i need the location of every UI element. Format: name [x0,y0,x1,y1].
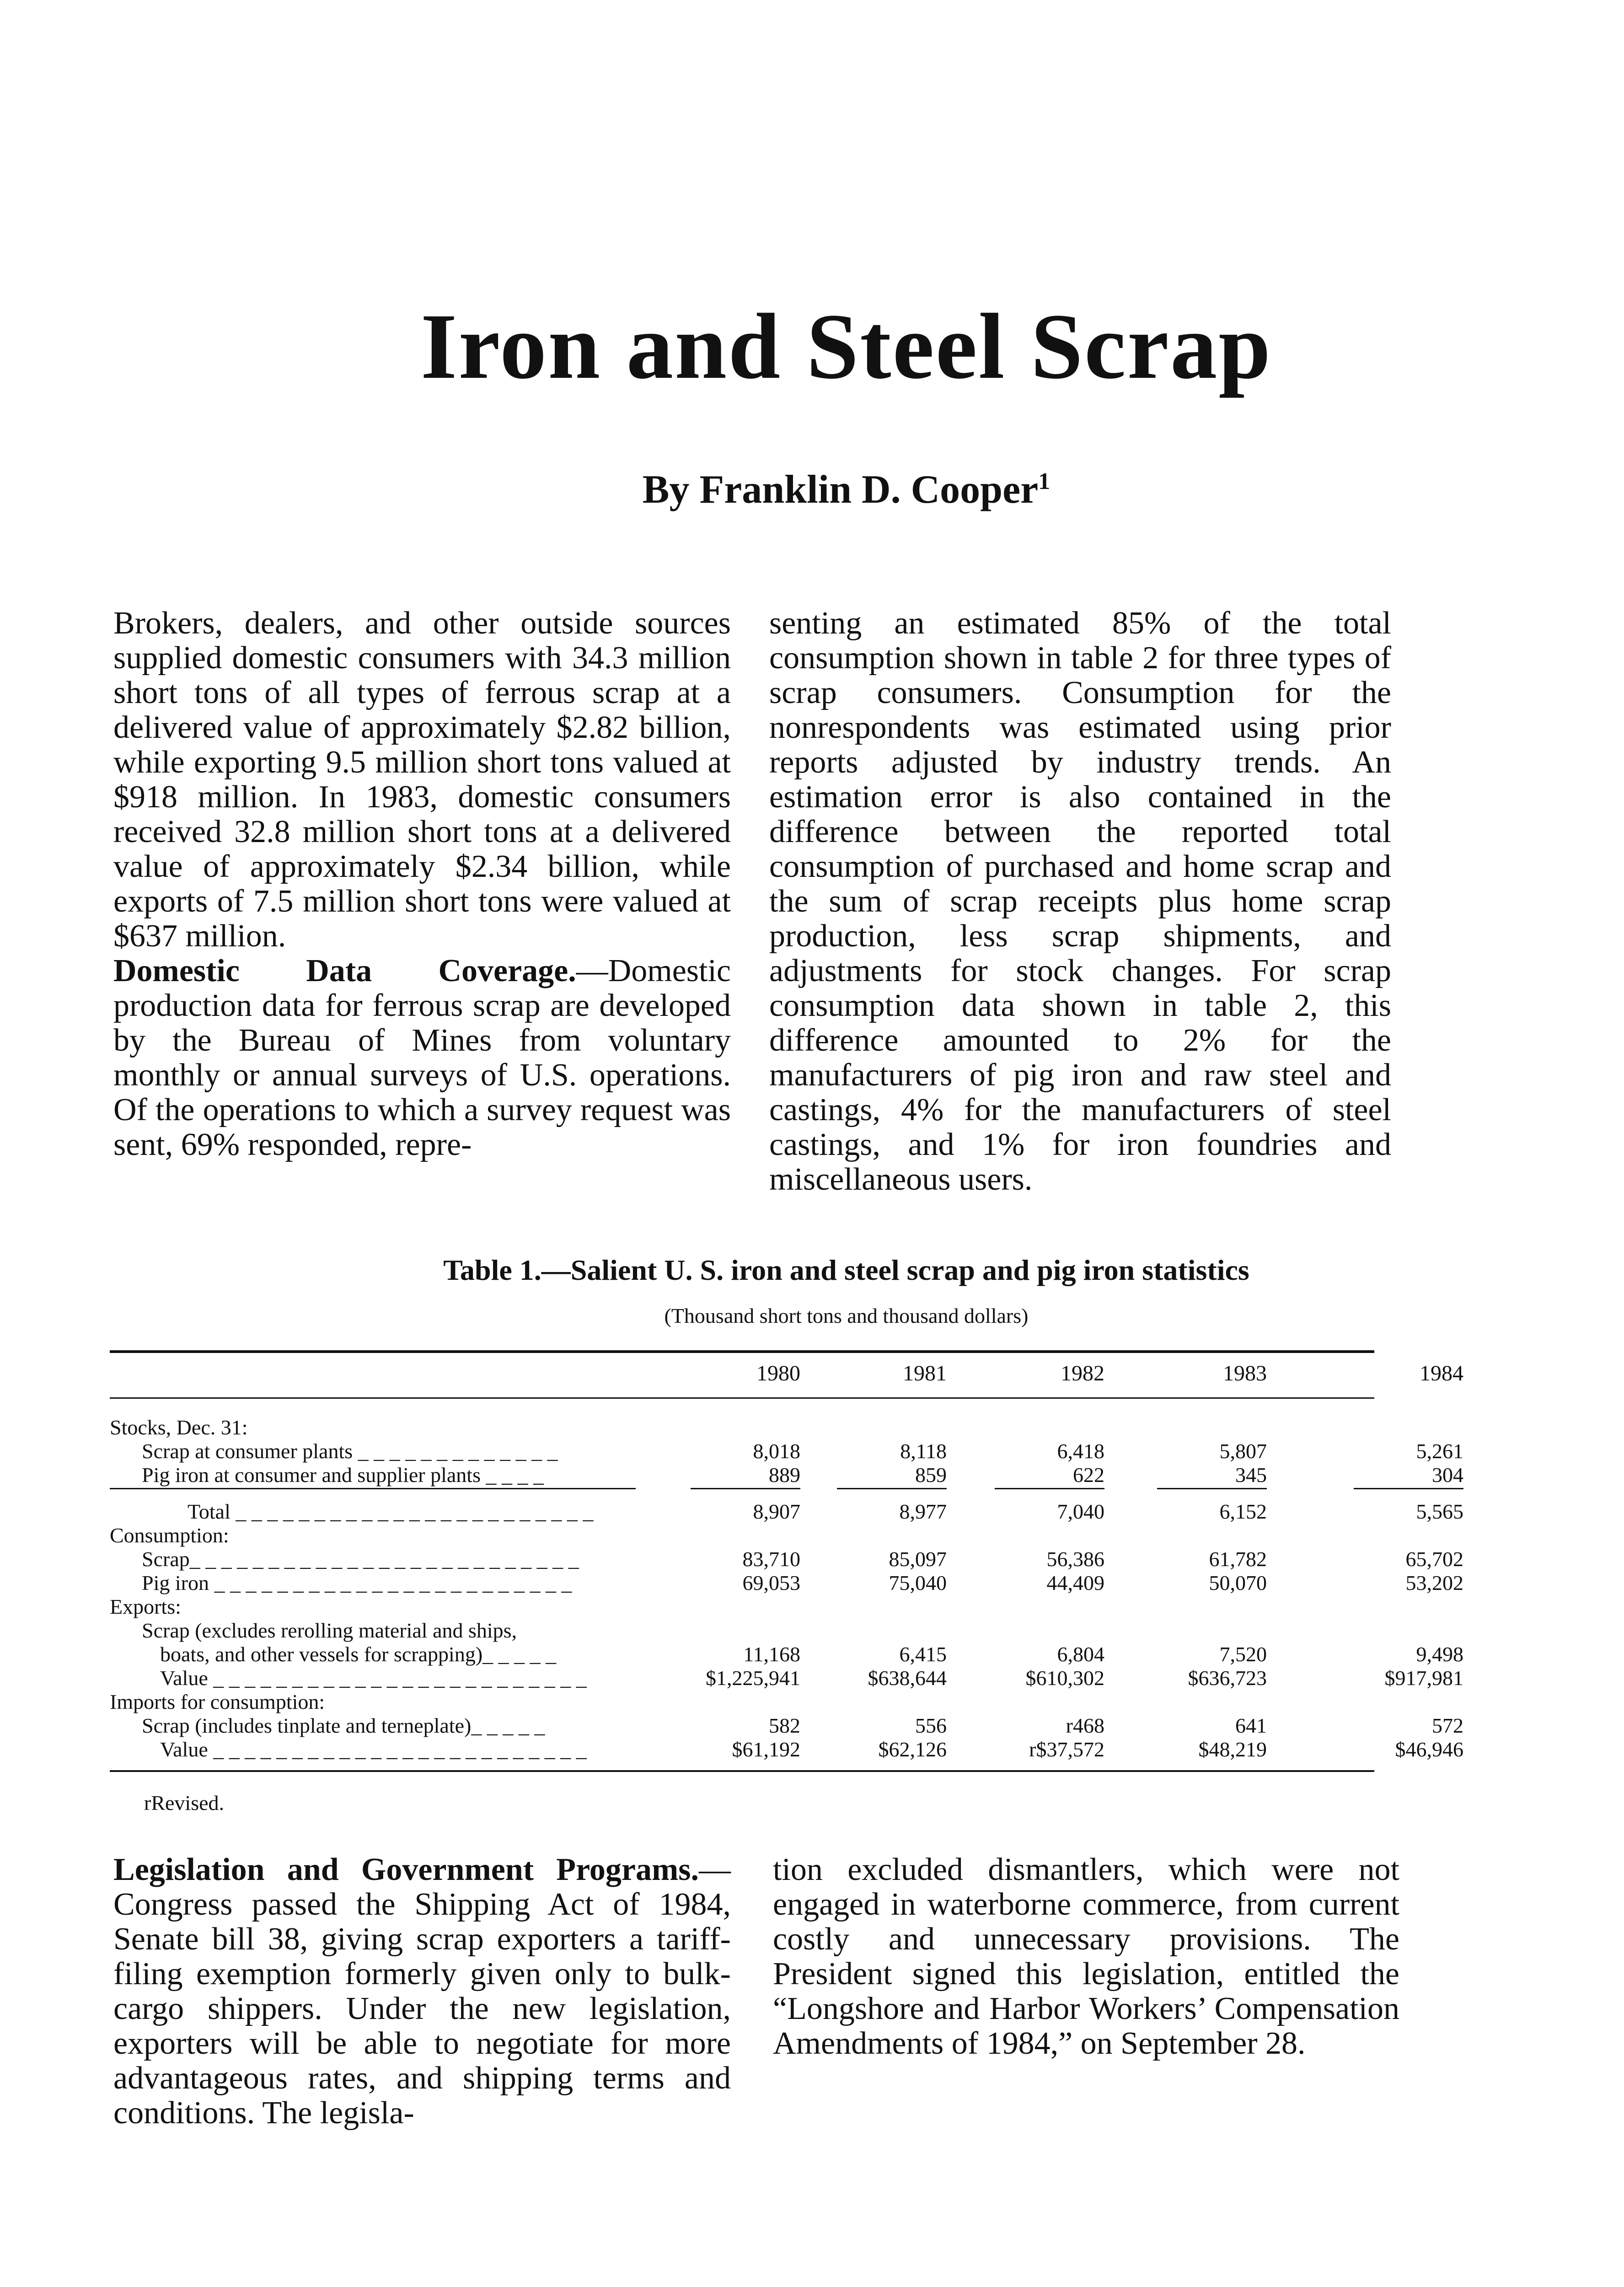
table-cell: $1,225,941 [706,1666,800,1690]
table-row [110,1500,1463,1524]
table-cell: $48,219 [1198,1738,1267,1761]
table-row [110,1666,1463,1690]
row-label: Scrap (excludes rerolling material and ships, [142,1619,517,1642]
table-row [110,1690,1374,1714]
table-cell: 85,097 [889,1547,947,1571]
table-cell: 8,907 [753,1500,800,1523]
page-title: Iron and Steel Scrap [420,295,1272,398]
row-label: Stocks, Dec. 31: [110,1416,248,1439]
table-cell: 6,152 [1219,1500,1267,1523]
subtotal-rule [995,1488,1104,1489]
table-row [110,1738,1463,1761]
row-label: Exports: [110,1595,181,1618]
footnote-marker: 1 [1038,468,1051,494]
table-caption: Table 1.—Salient U. S. iron and steel scrap and pig iron statistics [443,1254,1249,1286]
table-row [110,1524,1374,1547]
table-cell: 8,018 [753,1439,800,1463]
row-label: Scrap (includes tinplate and terneplate)_ _ _ _ _ [142,1714,545,1737]
table-cell: 8,977 [899,1500,947,1523]
table-bottom-rule [110,1770,1374,1772]
table-cell: 6,418 [1057,1439,1104,1463]
table-subcaption: (Thousand short tons and thousand dollars) [664,1304,1029,1327]
legislation-continued: tion excluded dismantlers, which were not engaged in waterborne commerce, from current costly and unnecessary provisions. The President signed this legislation, entitled the “Longshore and Harbor Workers’ Compensation Amendments of 1984,” on September 28. [773,1852,1399,2061]
subtotal-rule [691,1488,800,1489]
table-cell: 44,409 [1046,1571,1104,1594]
table-cell: 572 [1432,1714,1463,1737]
table-cell: $610,302 [1025,1666,1104,1690]
table-cell: 75,040 [889,1571,947,1594]
table-cell: $62,126 [878,1738,947,1761]
row-label: Value _ _ _ _ _ _ _ _ _ _ _ _ _ _ _ _ _ _ _ _ _ _ _ _ [160,1666,587,1690]
subtotal-rule [110,1488,636,1489]
row-label: Total _ _ _ _ _ _ _ _ _ _ _ _ _ _ _ _ _ _ _ _ _ _ _ [188,1500,594,1523]
table-cell: 69,053 [742,1571,800,1594]
table-cell: 5,807 [1219,1439,1267,1463]
legislation-column-left [113,1852,731,2131]
table-cell: $638,644 [868,1666,947,1690]
table-row [110,1714,1463,1738]
table-row [110,1439,1463,1463]
table-cell: 83,710 [742,1547,800,1571]
legislation-heading: Legislation and Government Programs. [113,1852,699,1887]
year-header: 1982 [1061,1361,1104,1385]
table-cell: 556 [915,1714,947,1737]
intro-column-left [113,606,731,1162]
table-cell: 5,261 [1416,1439,1463,1463]
table-cell: 5,565 [1416,1500,1463,1523]
table-cell: 622 [1073,1463,1104,1487]
row-label: Pig iron _ _ _ _ _ _ _ _ _ _ _ _ _ _ _ _ _ _ _ _ _ _ _ [142,1571,572,1594]
byline [0,467,1624,513]
table-row [110,1547,1463,1571]
table-row [110,1619,1374,1643]
table-cell: 61,782 [1209,1547,1267,1571]
table-cell: $61,192 [732,1738,800,1761]
year-header: 1981 [903,1361,947,1385]
table-cell: 8,118 [900,1439,947,1463]
table-row [110,1595,1374,1619]
table-cell: $917,981 [1384,1666,1463,1690]
coverage-text: —Domestic production data for ferrous scrap are developed by the Bureau of Mines from voluntary monthly or annual surveys of U.S. operations. Of the operations to which a survey request was sent, 69% responded, repre- [113,953,731,1162]
table-cell: 53,202 [1405,1571,1463,1594]
table-cell: 345 [1235,1463,1267,1487]
coverage-heading: Domestic Data Coverage. [113,953,576,988]
table-cell: 304 [1432,1463,1463,1487]
table-body [110,1416,1463,1761]
legislation-paragraph [113,1852,731,2131]
intro-paragraph: Brokers, dealers, and other outside sources supplied domestic consumers with 34.3 million short tons of all types of ferrous scrap at a delivered value of approximately $2.82 billion, while exporting 9.5 million short tons valued at $918 million. In 1983, domestic consumers received 32.8 million short tons at a delivered value of approximately $2.34 billion, while exports of 7.5 million short tons were valued at $637 million. [113,606,731,954]
table-cell: r468 [1066,1714,1104,1737]
table-cell: 641 [1235,1714,1267,1737]
subtotal-rule [1354,1488,1463,1489]
row-label: Value _ _ _ _ _ _ _ _ _ _ _ _ _ _ _ _ _ _ _ _ _ _ _ _ [160,1738,587,1761]
row-label: boats, and other vessels for scrapping)_ _ _ _ _ [160,1643,557,1666]
table-row [110,1463,1463,1487]
table-cell: $46,946 [1395,1738,1463,1761]
table-cell: 6,415 [899,1643,947,1666]
table-cell: 65,702 [1405,1547,1463,1571]
table-top-rule [110,1350,1374,1353]
coverage-paragraph [113,954,731,1162]
legislation-column-right [773,1852,1399,2061]
row-label: Consumption: [110,1524,229,1547]
table-header-rule [110,1397,1374,1399]
coverage-continued: senting an estimated 85% of the total consumption shown in table 2 for three types of scrap consumers. Consumption for the nonrespondents was estimated using prior reports adjusted by industry trends. An estimation error is also contained in the difference between the reported total consumption of purchased and home scrap and the sum of scrap receipts plus home scrap production, less scrap shipments, and adjustments for stock changes. For scrap consumption data shown in table 2, this difference amounted to 2% for the manufacturers of pig iron and raw steel and castings, 4% for the manufacturers of steel castings, and 1% for iron foundries and miscellaneous users. [769,606,1391,1197]
table-cell: 889 [769,1463,800,1487]
table-row [110,1571,1463,1595]
year-header: 1980 [756,1361,800,1385]
year-header: 1983 [1223,1361,1267,1385]
table-cell: 9,498 [1416,1643,1463,1666]
legislation-text: —Congress passed the Shipping Act of 1984, Senate bill 38, giving scrap exporters a tariff-filing exemption formerly given only to bulk-cargo shippers. Under the new legislation, exporters will be able to negotiate for more advantageous rates, and shipping terms and conditions. The legisla- [113,1852,731,2131]
author-name: By Franklin D. Cooper [642,467,1039,512]
year-header: 1984 [1420,1361,1463,1385]
table-cell: 6,804 [1057,1643,1104,1666]
table-cell: $636,723 [1188,1666,1267,1690]
row-label: Imports for consumption: [110,1690,325,1713]
table-footnote: rRevised. [144,1791,225,1815]
table-header [110,1361,1463,1388]
table-cell: 50,070 [1209,1571,1267,1594]
table-cell: 859 [915,1463,947,1487]
table-cell: r$37,572 [1029,1738,1104,1761]
table-row [110,1643,1463,1666]
table-row [110,1416,1374,1439]
intro-column-right [769,606,1391,1197]
table-cell: 7,040 [1057,1500,1104,1523]
subtotal-rule [1157,1488,1267,1489]
row-label: Scrap at consumer plants _ _ _ _ _ _ _ _ _ _ _ _ _ [142,1439,558,1463]
row-label: Pig iron at consumer and supplier plants _ _ _ _ [142,1463,544,1487]
row-label: Scrap_ _ _ _ _ _ _ _ _ _ _ _ _ _ _ _ _ _ _ _ _ _ _ _ _ [142,1547,579,1571]
subtotal-rule [837,1488,947,1489]
table-cell: 7,520 [1219,1643,1267,1666]
table-cell: 11,168 [743,1643,800,1666]
table-cell: 56,386 [1046,1547,1104,1571]
table-cell: 582 [769,1714,800,1737]
